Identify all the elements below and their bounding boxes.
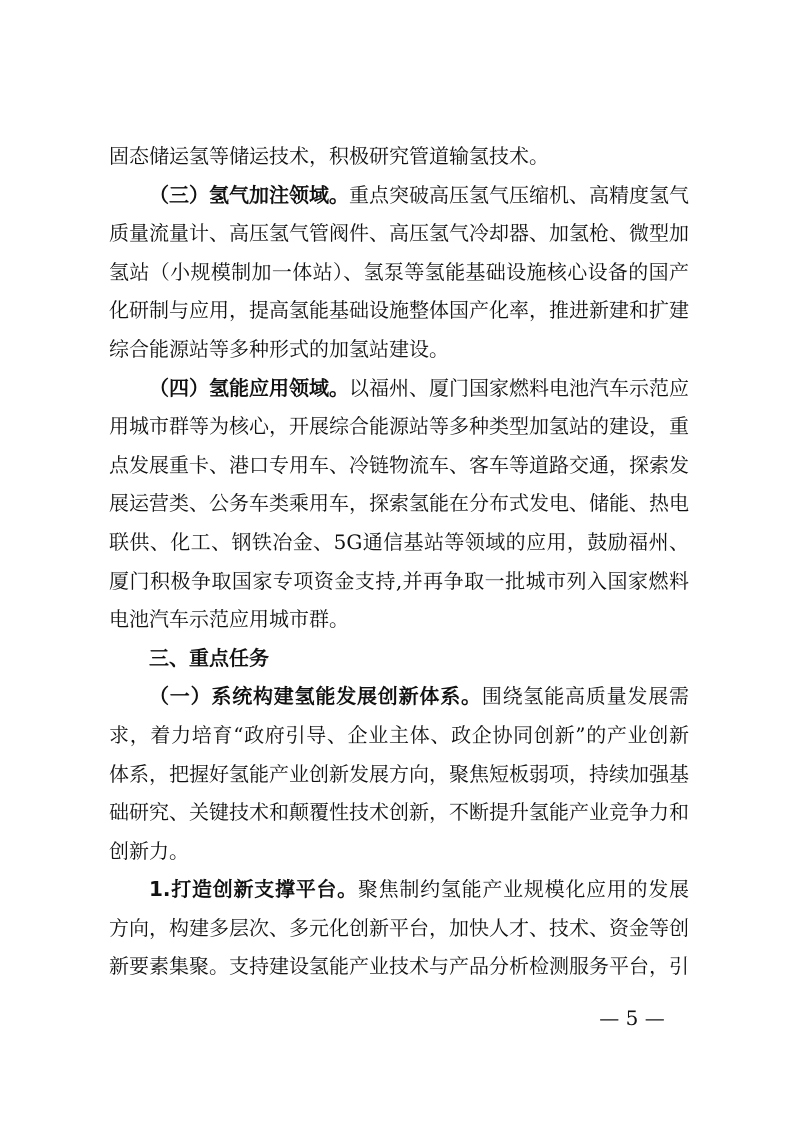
paragraph-innovation-system-text: 围绕氢能高质量发展需求，着力培育“政府引导、企业主体、政企协同创新”的产业创新体系，把握好氢能产业创新发展方向，聚焦短板弱项，持续加强基础研究、关键技术和颠覆性技术创新，不断提升氢能产业竞争力和创新力。 — [109, 684, 690, 863]
paragraph-innovation-system — [109, 677, 689, 870]
paragraph-innovation-platform-heading: 1.打造创新支撑平台。 — [149, 877, 358, 902]
paragraph-innovation-system-heading: （一）系统构建氢能发展创新体系。 — [149, 684, 482, 709]
paragraph-hydrogen-application-text: 以福州、厦门国家燃料电池汽车示范应用城市群等为核心，开展综合能源站等多种类型加氢站的建设，重点发展重卡、港口专用车、冷链物流车、客车等道路交通，探索发展运营类、公务车类乘用车，探索氢能在分布式发电、储能、热电联供、化工、钢铁冶金、5G通信基站等领域的应用，鼓励福州、厦门积极争取国家专项资金支持,并再争取一批城市列入国家燃料电池汽车示范应用城市群。 — [109, 375, 689, 632]
section-title-key-tasks: 三、重点任务 — [149, 645, 269, 670]
paragraph-1-text: 固态储运氢等储运技术，积极研究管道输氢技术。 — [109, 144, 549, 168]
document-body — [109, 137, 689, 986]
paragraph-hydrogen-refueling — [109, 176, 689, 369]
paragraph-hydrogen-application — [109, 369, 689, 639]
paragraph-innovation-platform — [109, 870, 689, 986]
paragraph-hydrogen-refueling-heading: （三）氢气加注领域。 — [149, 182, 349, 207]
paragraph-hydrogen-application-heading: （四）氢能应用领域。 — [149, 375, 349, 400]
paragraph-innovation-platform-text: 聚焦制约氢能产业规模化应用的发展方向，构建多层次、多元化创新平台，加快人才、技术、资金等创新要素集聚。支持建设氢能产业技术与产品分析检测服务平台，引 — [109, 877, 690, 979]
paragraph-hydrogen-refueling-text: 重点突破高压氢气压缩机、高精度氢气质量流量计、高压氢气管阀件、高压氢气冷却器、加氢枪、微型加氢站（小规模制加一体站）、氢泵等氢能基础设施核心设备的国产化研制与应用，提高氢能基础设施整体国产化率，推进新建和扩建综合能源站等多种形式的加氢站建设。 — [109, 182, 689, 361]
page-number: — 5 — — [599, 1006, 665, 1030]
paragraph-1 — [109, 137, 689, 176]
